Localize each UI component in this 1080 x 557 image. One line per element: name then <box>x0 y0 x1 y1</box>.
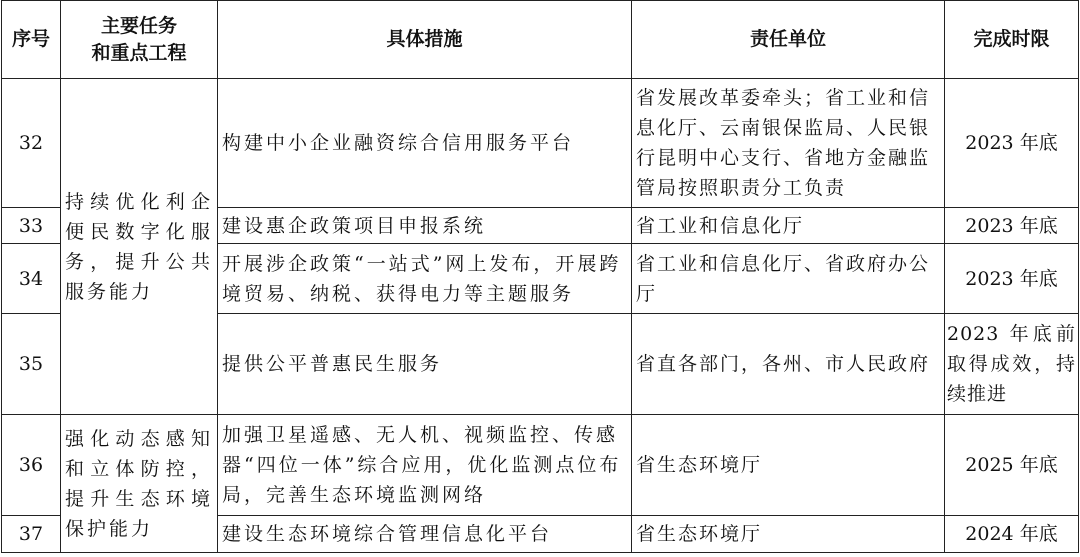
header-row <box>2 1 1079 79</box>
measure-cell: 建设惠企政策项目申报系统 <box>218 208 632 244</box>
deadline-cell: 2023 年底 <box>945 79 1079 208</box>
row-number: 33 <box>2 208 61 244</box>
row-number: 37 <box>2 516 61 553</box>
header-deadline: 完成时限 <box>945 1 1079 79</box>
deadline-cell: 2025 年底 <box>945 415 1079 516</box>
deadline-cell: 2023 年底前取得成效，持续推进 <box>945 314 1079 415</box>
deadline-cell: 2023 年底 <box>945 208 1079 244</box>
measure-cell: 建设生态环境综合管理信息化平台 <box>218 516 632 553</box>
measure-cell: 提供公平普惠民生服务 <box>218 314 632 415</box>
table-row <box>2 415 1079 516</box>
measure-cell: 开展涉企政策“一站式”网上发布，开展跨境贸易、纳税、获得电力等主题服务 <box>218 244 632 314</box>
row-number: 36 <box>2 415 61 516</box>
table-row <box>2 79 1079 208</box>
task-group-cell: 持续优化利企便民数字化服务，提升公共服务能力 <box>61 79 218 415</box>
row-number: 35 <box>2 314 61 415</box>
unit-cell: 省工业和信息化厅 <box>632 208 945 244</box>
unit-cell: 省工业和信息化厅、省政府办公厅 <box>632 244 945 314</box>
row-number: 34 <box>2 244 61 314</box>
task-table <box>1 0 1079 553</box>
header-no: 序号 <box>2 1 61 79</box>
unit-cell: 省生态环境厅 <box>632 516 945 553</box>
deadline-cell: 2023 年底 <box>945 244 1079 314</box>
header-measure: 具体措施 <box>218 1 632 79</box>
header-unit: 责任单位 <box>632 1 945 79</box>
measure-cell: 加强卫星遥感、无人机、视频监控、传感器“四位一体”综合应用，优化监测点位布局，完善生态环境监测网络 <box>218 415 632 516</box>
deadline-cell: 2024 年底 <box>945 516 1079 553</box>
row-number: 32 <box>2 79 61 208</box>
unit-cell: 省生态环境厅 <box>632 415 945 516</box>
header-task <box>61 1 218 79</box>
unit-cell: 省发展改革委牵头；省工业和信息化厅、云南银保监局、人民银行昆明中心支行、省地方金融监管局按照职责分工负责 <box>632 79 945 208</box>
unit-cell: 省直各部门，各州、市人民政府 <box>632 314 945 415</box>
measure-cell: 构建中小企业融资综合信用服务平台 <box>218 79 632 208</box>
task-group-cell: 强化动态感知和立体防控，提升生态环境保护能力 <box>61 415 218 553</box>
header-task-line1: 主要任务 <box>100 14 177 37</box>
header-task-line2: 和重点工程 <box>91 41 187 64</box>
